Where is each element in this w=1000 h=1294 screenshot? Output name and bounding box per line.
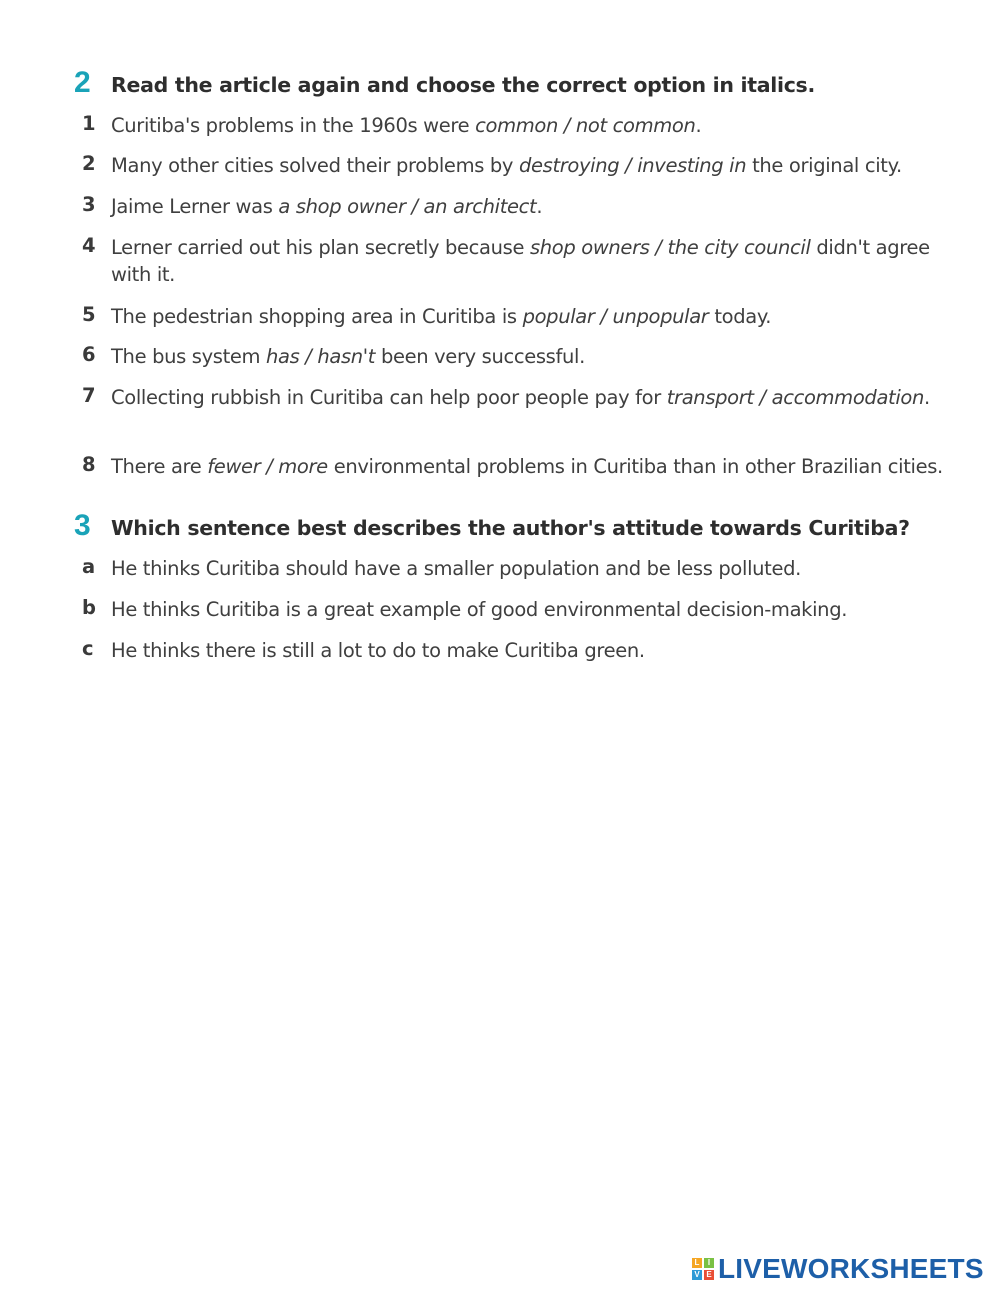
italic-option: destroying / investing in: [518, 154, 747, 177]
question-1-number: 1: [82, 112, 96, 135]
question-4-number: 4: [82, 234, 96, 257]
logo-tile: I: [704, 1258, 714, 1268]
exercise-3-number: 3: [74, 509, 91, 542]
logo-text: LIVEWORKSHEETS: [718, 1253, 984, 1284]
question-5-number: 5: [82, 303, 96, 326]
question-8-text: There are fewer / more environmental problems in Curitiba than in other Brazilian cities.: [111, 455, 943, 478]
logo-tile: V: [692, 1270, 702, 1280]
italic-option: a shop owner / an architect: [278, 195, 537, 218]
exercise-2-title: Read the article again and choose the correct option in italics.: [111, 73, 815, 97]
italic-option: popular / unpopular: [522, 305, 709, 328]
italic-option: shop owners / the city council: [529, 236, 811, 259]
exercise-3-title: Which sentence best describes the author's attitude towards Curitiba?: [111, 516, 910, 540]
logo-tile: L: [692, 1258, 702, 1268]
italic-option: has / hasn't: [266, 345, 376, 368]
question-3-text: Jaime Lerner was a shop owner / an architect.: [111, 195, 543, 218]
question-1-text: Curitiba's problems in the 1960s were common / not common.: [111, 114, 702, 137]
italic-option: common / not common: [475, 114, 696, 137]
option-c-text: He thinks there is still a lot to do to make Curitiba green.: [111, 639, 645, 662]
option-b-letter: b: [82, 596, 96, 619]
option-c-letter: c: [82, 637, 94, 660]
question-4-text: Lerner carried out his plan secretly because shop owners / the city council didn't agree with it.: [111, 236, 930, 286]
exercise-2-number: 2: [74, 66, 91, 99]
italic-option: transport / accommodation: [666, 386, 924, 409]
question-7-number: 7: [82, 384, 96, 407]
logo-tile: E: [704, 1270, 714, 1280]
question-7-text: Collecting rubbish in Curitiba can help poor people pay for transport / accommodation.: [111, 386, 930, 409]
option-a-letter: a: [82, 555, 96, 578]
option-b-text: He thinks Curitiba is a great example of good environmental decision-making.: [111, 598, 848, 621]
italic-option: fewer / more: [207, 455, 328, 478]
question-8-number: 8: [82, 453, 96, 476]
question-3-number: 3: [82, 193, 96, 216]
question-5-text: The pedestrian shopping area in Curitiba is popular / unpopular today.: [111, 305, 772, 328]
question-6-number: 6: [82, 343, 96, 366]
question-2-number: 2: [82, 152, 96, 175]
question-2-text: Many other cities solved their problems by destroying / investing in the original city.: [111, 154, 902, 177]
question-6-text: The bus system has / hasn't been very successful.: [111, 345, 585, 368]
logo-icon: [692, 1258, 714, 1280]
liveworksheets-logo: [692, 1253, 984, 1285]
option-a-text: He thinks Curitiba should have a smaller population and be less polluted.: [111, 557, 801, 580]
